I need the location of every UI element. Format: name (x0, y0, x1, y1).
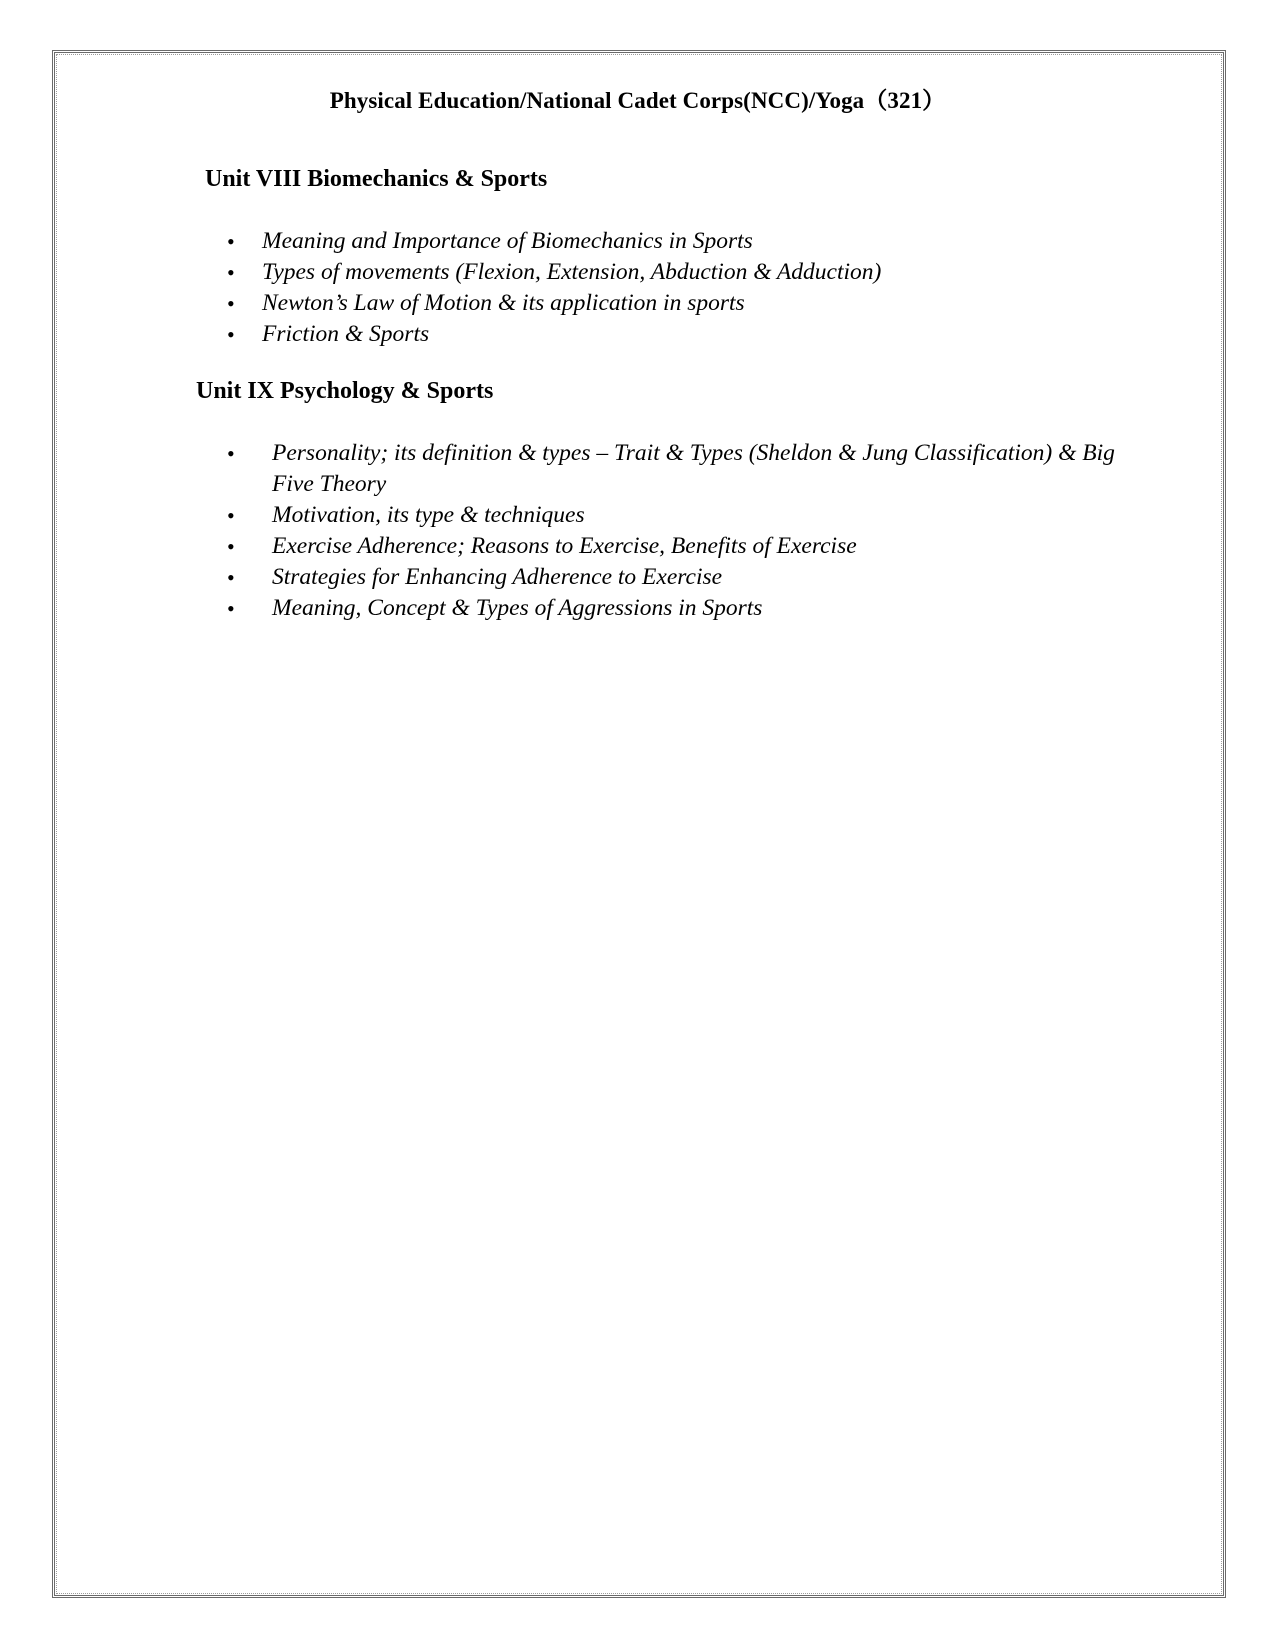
list-item: • Motivation, its type & techniques (272, 500, 1132, 531)
unit-9-heading: Unit IX Psychology & Sports (196, 378, 494, 404)
document-title: Physical Education/National Cadet Corps(NCC)/Yoga（321） (329, 88, 946, 113)
list-item: • Friction & Sports (262, 319, 1162, 350)
list-item: • Strategies for Enhancing Adherence to Exercise (272, 562, 1132, 593)
list-item: • Personality; its definition & types – Trait & Types (Sheldon & Jung Classification) & Big Five Theory (272, 438, 1132, 500)
list-item: • Meaning and Importance of Biomechanics in Sports (262, 226, 1162, 257)
unit-9-topic-list (272, 438, 1132, 624)
unit-8-topic-list (262, 226, 1162, 350)
list-item: • Meaning, Concept & Types of Aggressions in Sports (272, 593, 1132, 624)
list-item: • Newton’s Law of Motion & its application in sports (262, 288, 1162, 319)
list-item: • Exercise Adherence; Reasons to Exercise, Benefits of Exercise (272, 531, 1132, 562)
list-item: • Types of movements (Flexion, Extension, Abduction & Adduction) (262, 257, 1162, 288)
unit-8-heading: Unit VIII Biomechanics & Sports (205, 166, 548, 192)
